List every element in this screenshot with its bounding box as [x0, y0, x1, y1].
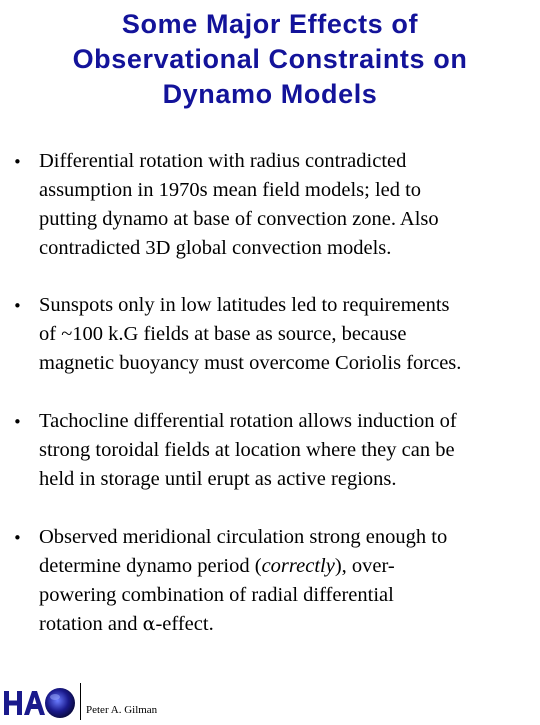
bullet-line: of ~100 k.G fields at base as source, because: [39, 323, 407, 345]
title-line-3: Dynamo Models: [162, 79, 378, 109]
bullet-line: Sunspots only in low latitudes led to requirements: [39, 294, 450, 316]
alpha-symbol: α: [142, 613, 156, 635]
hao-logo-graphic: [0, 683, 78, 720]
footer-divider: [80, 683, 81, 720]
text-run: determine dynamo period (: [39, 555, 262, 577]
bullet-dot: •: [13, 413, 22, 431]
bullet-dot: •: [13, 297, 22, 315]
bullet-dot: •: [13, 153, 22, 171]
text-run: ), over-: [334, 555, 395, 577]
bullet-line: assumption in 1970s mean field models; led to: [39, 179, 422, 201]
bullet-text: [39, 407, 539, 494]
bullet-line: Tachocline differential rotation allows induction of: [39, 410, 457, 432]
bullet-line: strong toroidal fields at location where they can be: [39, 439, 455, 461]
footer-author: Peter A. Gilman: [86, 704, 158, 716]
bullet-line: contradicted 3D global convection models.: [39, 237, 392, 259]
slide-title: [0, 7, 540, 112]
bullet-text: [39, 147, 539, 263]
bullet-line: putting dynamo at base of convection zone. Also: [39, 208, 439, 230]
bullet-line: powering combination of radial differential: [39, 584, 394, 606]
emphasis-correctly: correctly: [261, 555, 335, 577]
bullet-line: [39, 552, 539, 581]
bullet-dot: •: [13, 529, 22, 547]
bullet-line: held in storage until erupt as active regions.: [39, 468, 397, 490]
hao-logo: [0, 683, 78, 720]
bullet-line: Observed meridional circulation strong enough to: [39, 526, 448, 548]
bullet-line: magnetic buoyancy must overcome Coriolis forces.: [39, 352, 462, 374]
title-line-2: Observational Constraints on: [72, 44, 468, 74]
text-run: -effect.: [155, 613, 214, 635]
title-line-1: Some Major Effects of: [121, 9, 419, 39]
bullet-text: [39, 291, 539, 378]
text-run: rotation and: [39, 613, 143, 635]
bullet-line: [39, 610, 539, 639]
bullet-line: Differential rotation with radius contradicted: [39, 150, 407, 172]
bullet-text: [39, 523, 539, 639]
